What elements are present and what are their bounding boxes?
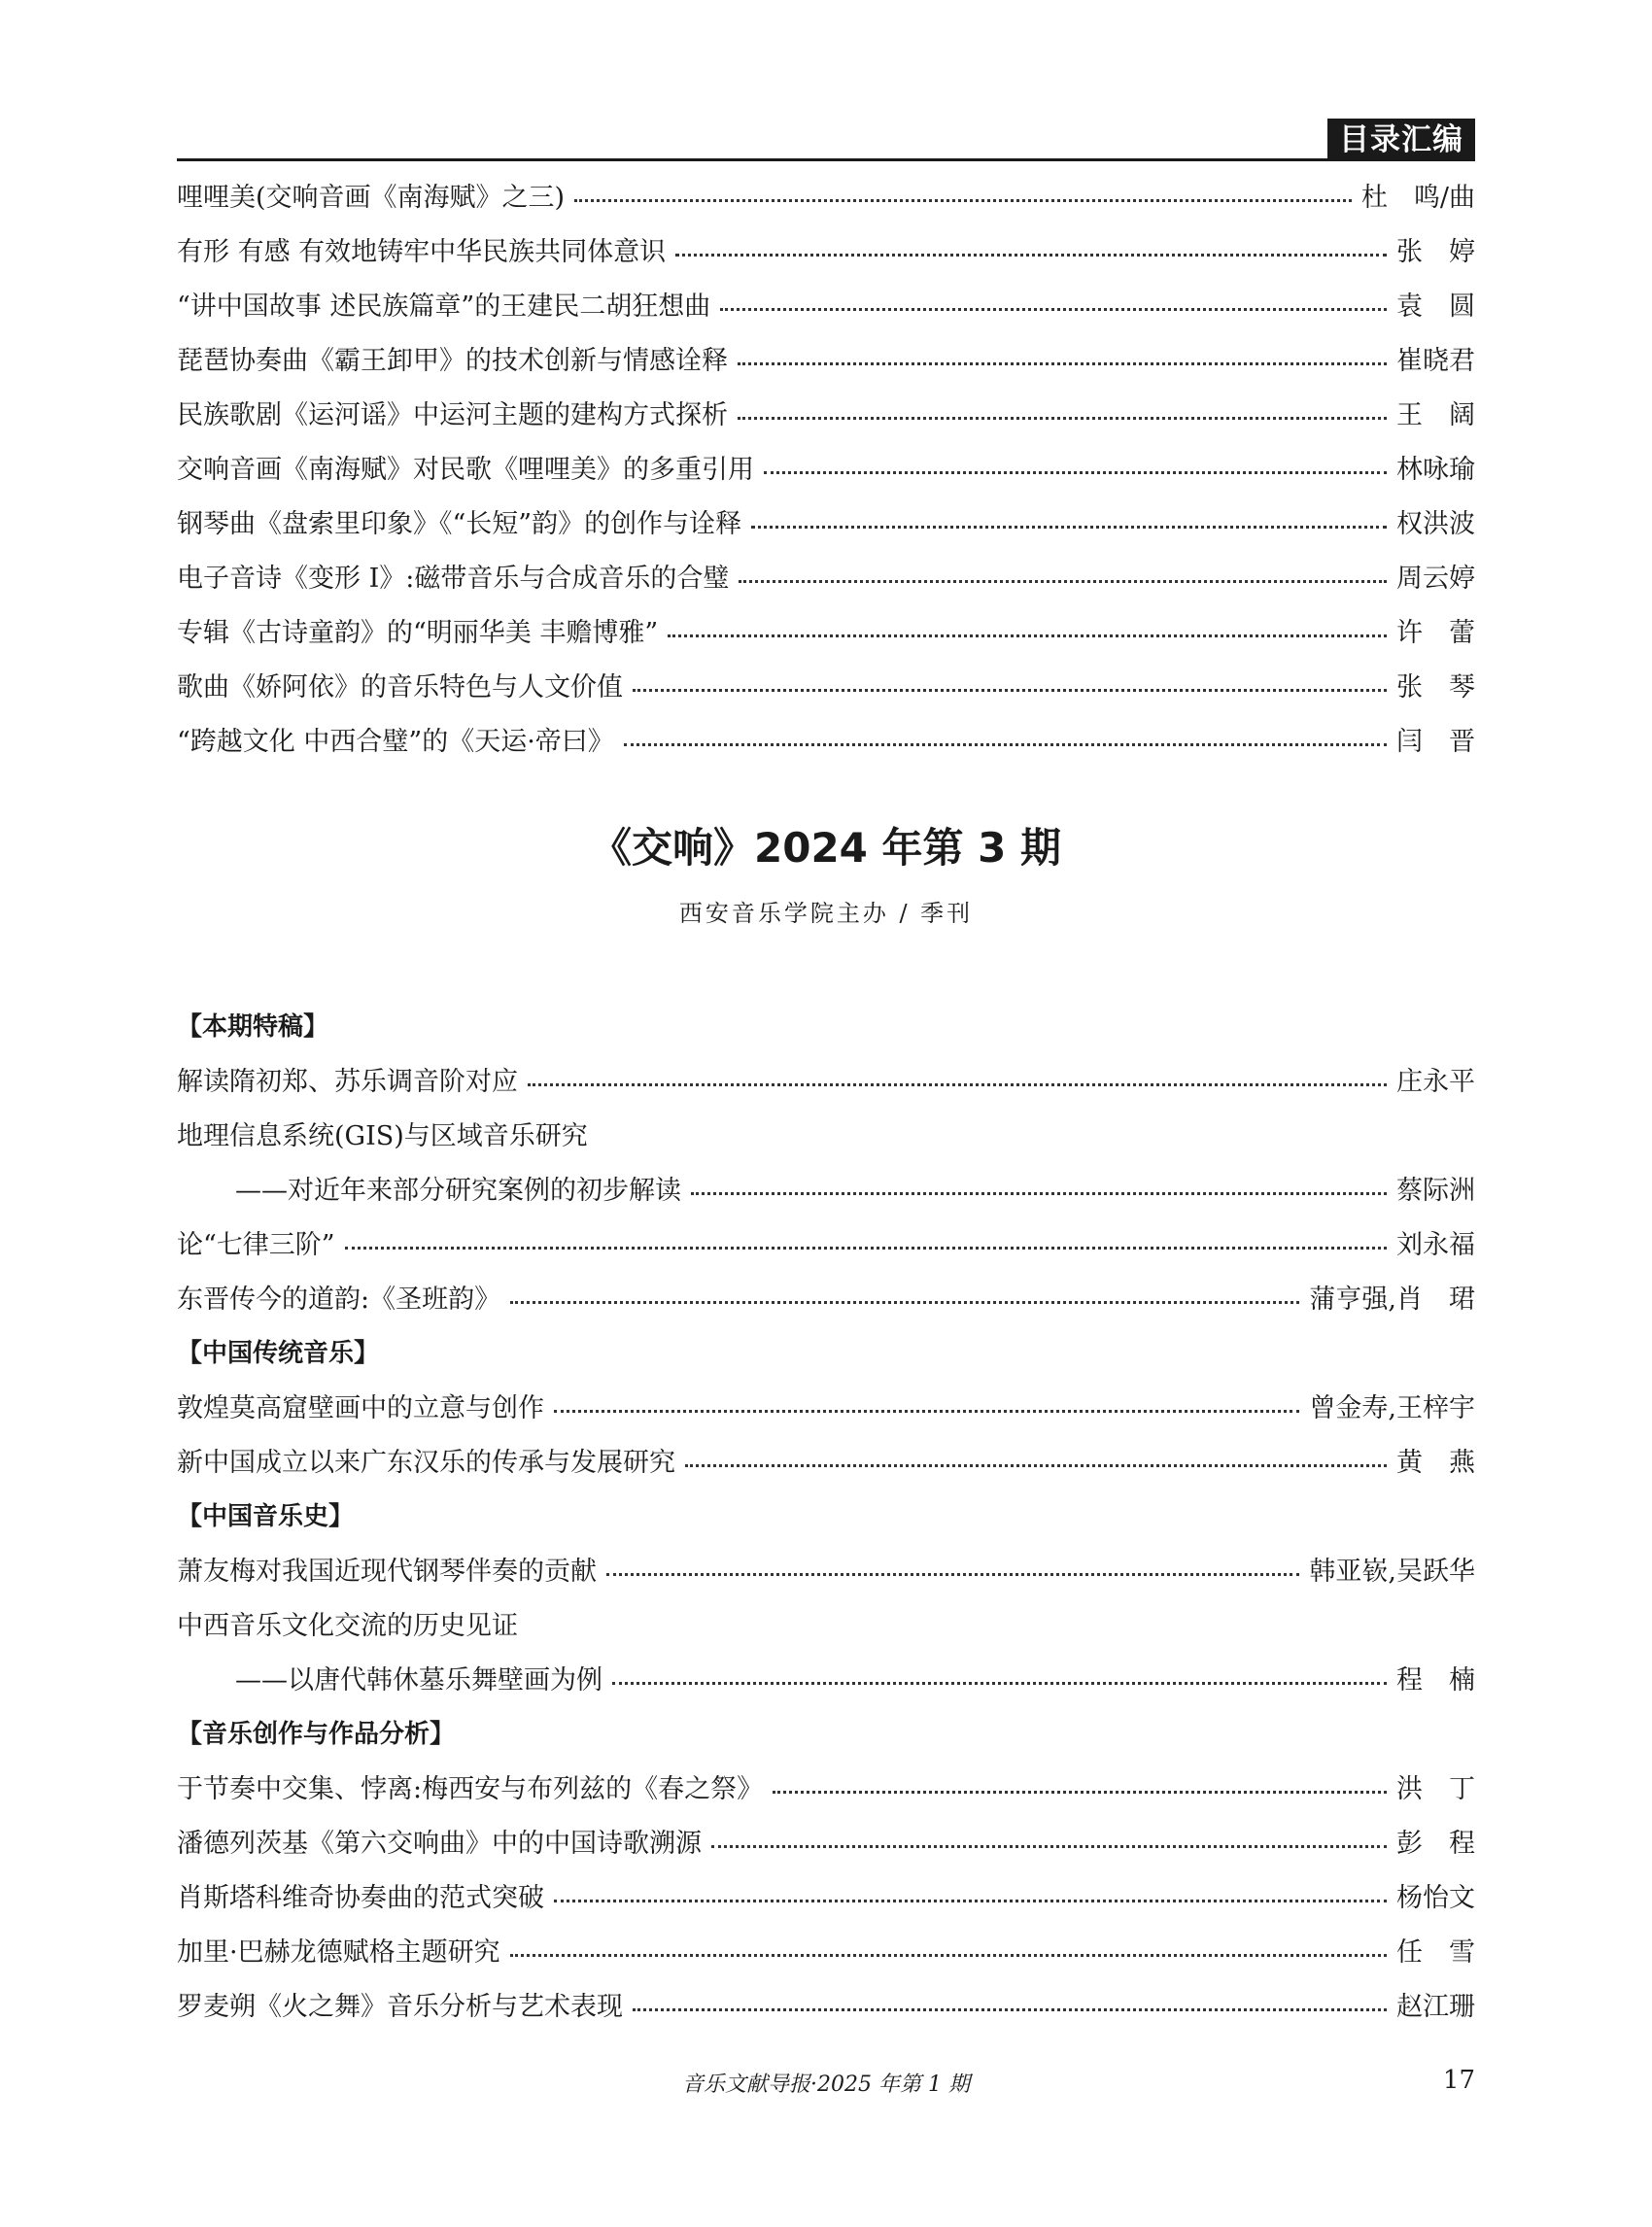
toc-entry[interactable]: [177, 711, 1475, 766]
entry-title: 潘德列茨基《第六交响曲》中的中国诗歌溯源: [177, 1828, 702, 1859]
entry-author: 林咏瑜: [1396, 454, 1475, 485]
section-heading: 【中国传统音乐】: [177, 1338, 380, 1368]
entry-author: 黄 燕: [1396, 1447, 1475, 1478]
section-heading: 【中国音乐史】: [177, 1501, 355, 1531]
leader-dots: [738, 362, 1387, 365]
entry-title: 交响音画《南海赋》对民歌《哩哩美》的多重引用: [177, 454, 754, 485]
entry-title: 电子音诗《变形 Ⅰ》:磁带音乐与合成音乐的合璧: [177, 563, 730, 594]
entry-title: 解读隋初郑、苏乐调音阶对应: [177, 1066, 518, 1097]
entry-title: 歌曲《娇阿依》的音乐特色与人文价值: [177, 671, 623, 702]
entry-title: 于节奏中交集、悖离:梅西安与布列兹的《春之祭》: [177, 1773, 764, 1804]
issue-title: 《交响》2024 年第 3 期: [591, 824, 1061, 872]
section-header-badge: 目录汇编: [1327, 119, 1475, 161]
entry-title: ——以唐代韩休墓乐舞壁画为例: [235, 1664, 602, 1696]
entry-author: 韩亚嵚,吴跃华: [1309, 1556, 1475, 1587]
leader-dots: [691, 1192, 1387, 1195]
leader-dots: [624, 743, 1387, 746]
toc-entry-subtitle[interactable]: [177, 1650, 1475, 1704]
leader-dots: [510, 1954, 1387, 1957]
section-heading: 【音乐创作与作品分析】: [177, 1719, 456, 1749]
header-rule: [177, 158, 1475, 161]
entry-title: ——对近年来部分研究案例的初步解读: [235, 1175, 681, 1206]
leader-dots: [751, 526, 1387, 529]
toc-entry[interactable]: [177, 222, 1475, 276]
toc-entry[interactable]: [177, 1867, 1475, 1922]
entry-author: 洪 丁: [1396, 1773, 1475, 1804]
entry-title: “讲中国故事 述民族篇章”的王建民二胡狂想曲: [177, 291, 711, 322]
leader-dots: [510, 1301, 1299, 1304]
leader-dots: [345, 1247, 1387, 1250]
toc-entry[interactable]: [177, 1432, 1475, 1487]
leader-dots: [528, 1083, 1387, 1086]
leader-dots: [633, 2008, 1387, 2011]
toc-entry[interactable]: [177, 167, 1475, 222]
leader-dots: [574, 199, 1352, 202]
entry-author: 程 楠: [1396, 1664, 1475, 1696]
toc-entry[interactable]: [177, 1106, 1475, 1160]
toc-entry[interactable]: [177, 602, 1475, 657]
toc-entry[interactable]: [177, 330, 1475, 385]
entry-author: 许 蕾: [1396, 617, 1475, 648]
toc-entry[interactable]: [177, 548, 1475, 602]
entry-author: 闫 晋: [1396, 726, 1475, 757]
entry-author: 曾金寿,王梓宇: [1309, 1392, 1475, 1423]
section-heading: 【本期特稿】: [177, 1011, 329, 1042]
leader-dots: [554, 1410, 1299, 1413]
entry-author: 崔晓君: [1396, 345, 1475, 376]
toc-entry[interactable]: [177, 1051, 1475, 1106]
entry-author: 周云婷: [1396, 563, 1475, 594]
toc-entry[interactable]: [177, 1378, 1475, 1432]
leader-dots: [738, 417, 1387, 420]
leader-dots: [554, 1900, 1387, 1902]
toc-entry[interactable]: [177, 1215, 1475, 1269]
entry-author: 任 雪: [1396, 1936, 1475, 1968]
entry-title: 专辑《古诗童韵》的“明丽华美 丰赡博雅”: [177, 617, 659, 648]
entry-title: 中西音乐文化交流的历史见证: [177, 1610, 518, 1641]
toc-entry[interactable]: [177, 439, 1475, 494]
entry-title: 地理信息系统(GIS)与区域音乐研究: [177, 1120, 588, 1151]
toc-top-list: [177, 167, 1475, 766]
toc-entry[interactable]: [177, 1813, 1475, 1867]
leader-dots: [675, 254, 1387, 257]
entry-title: 民族歌剧《运河谣》中运河主题的建构方式探析: [177, 399, 728, 430]
entry-author: 刘永福: [1396, 1229, 1475, 1260]
entry-title: 新中国成立以来广东汉乐的传承与发展研究: [177, 1447, 675, 1478]
entry-title: 有形 有感 有效地铸牢中华民族共同体意识: [177, 236, 667, 267]
entry-title: 东晋传今的道韵:《圣班韵》: [177, 1284, 501, 1315]
issue-subtitle: 西安音乐学院主办 / 季刊: [678, 900, 974, 927]
toc-entry[interactable]: [177, 657, 1475, 711]
toc-entry[interactable]: [177, 1976, 1475, 2031]
entry-author: 张 婷: [1396, 236, 1475, 267]
entry-title: 加里·巴赫龙德赋格主题研究: [177, 1936, 500, 1968]
toc-entry[interactable]: [177, 1595, 1475, 1650]
toc-entry[interactable]: [177, 1759, 1475, 1813]
leader-dots: [711, 1845, 1387, 1848]
footer-journal-name: 音乐文献导报·2025 年第 1 期: [682, 2073, 970, 2097]
leader-dots: [764, 471, 1387, 474]
leader-dots: [685, 1464, 1387, 1467]
entry-author: 蔡际洲: [1396, 1175, 1475, 1206]
entry-title: 琵琶协奏曲《霸王卸甲》的技术创新与情感诠释: [177, 345, 728, 376]
leader-dots: [720, 308, 1387, 311]
entry-title: “跨越文化 中西合璧”的《天运·帝曰》: [177, 726, 614, 757]
page-number: 17: [1442, 2066, 1475, 2095]
toc-entry[interactable]: [177, 1922, 1475, 1976]
entry-author: 袁 圆: [1396, 291, 1475, 322]
toc-entry-subtitle[interactable]: [177, 1160, 1475, 1215]
leader-dots: [739, 580, 1387, 583]
entry-author: 杨怡文: [1396, 1882, 1475, 1913]
entry-author: 蒲亨强,肖 珺: [1309, 1284, 1475, 1315]
entry-author: 彭 程: [1396, 1828, 1475, 1859]
entry-title: 肖斯塔科维奇协奏曲的范式突破: [177, 1882, 544, 1913]
entry-title: 哩哩美(交响音画《南海赋》之三): [177, 182, 566, 213]
entry-title: 钢琴曲《盘索里印象》《“长短”韵》的创作与诠释: [177, 508, 742, 539]
leader-dots: [773, 1791, 1387, 1794]
entry-author: 庄永平: [1396, 1066, 1475, 1097]
entry-title: 敦煌莫高窟壁画中的立意与创作: [177, 1392, 544, 1423]
toc-entry[interactable]: [177, 1269, 1475, 1323]
leader-dots: [612, 1682, 1387, 1685]
entry-author: 赵江珊: [1396, 1991, 1475, 2022]
entry-title: 萧友梅对我国近现代钢琴伴奏的贡献: [177, 1556, 597, 1587]
leader-dots: [606, 1573, 1299, 1576]
entry-author: 杜 鸣/曲: [1360, 182, 1475, 213]
toc-entry[interactable]: [177, 494, 1475, 548]
entry-author: 权洪波: [1396, 508, 1475, 539]
entry-title: 论“七律三阶”: [177, 1229, 335, 1260]
leader-dots: [668, 634, 1387, 637]
toc-entry[interactable]: [177, 276, 1475, 330]
entry-title: 罗麦朔《火之舞》音乐分析与艺术表现: [177, 1991, 623, 2022]
toc-issue-list: [177, 997, 1475, 2031]
leader-dots: [633, 689, 1387, 692]
toc-entry[interactable]: [177, 385, 1475, 439]
entry-author: 王 阔: [1396, 399, 1475, 430]
entry-author: 张 琴: [1396, 671, 1475, 702]
toc-entry[interactable]: [177, 1541, 1475, 1595]
